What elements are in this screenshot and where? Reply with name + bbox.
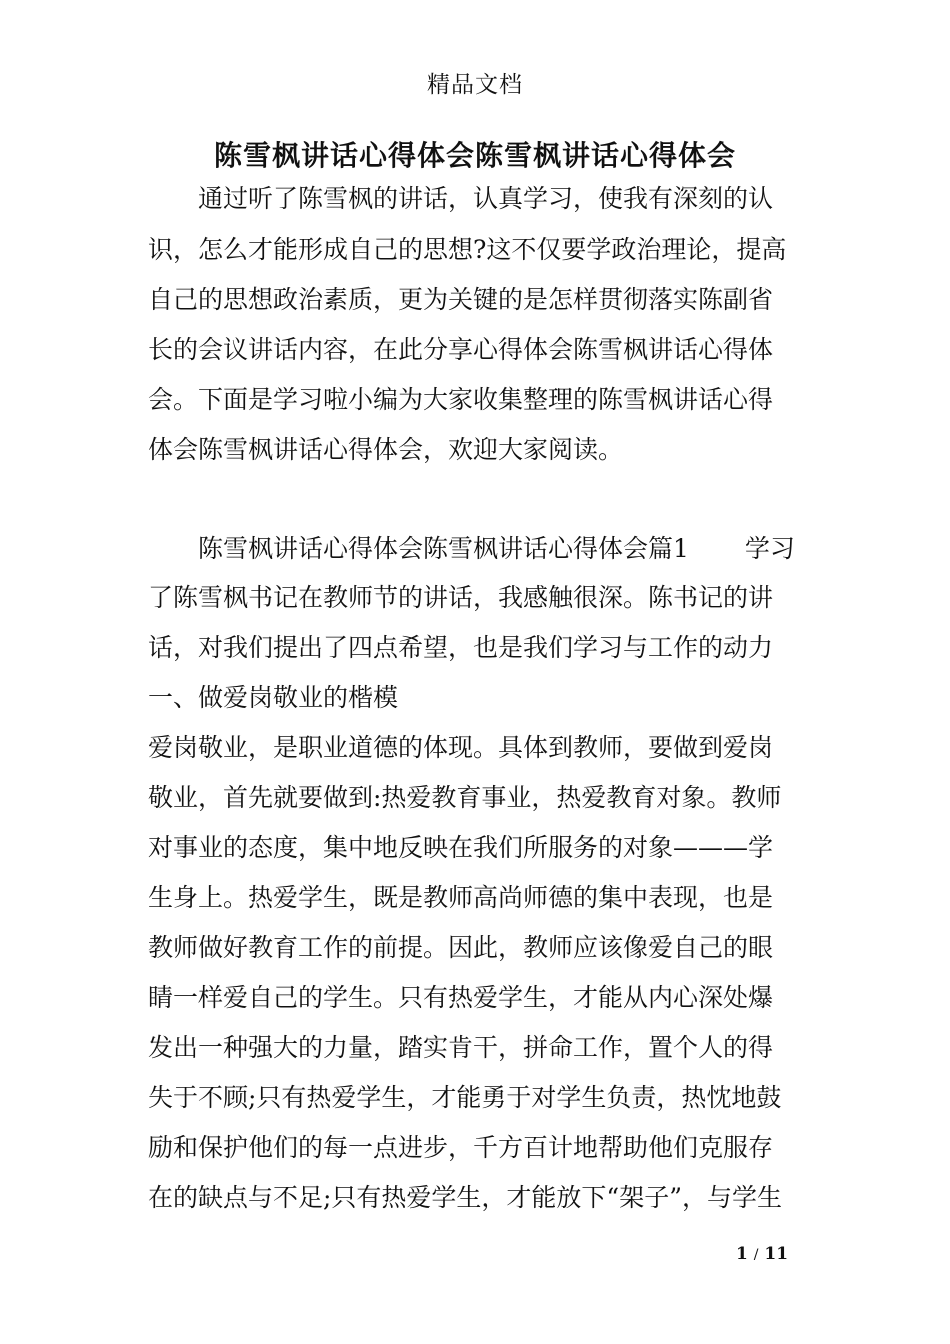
page-separator: /: [753, 1247, 759, 1263]
body-line: 发出一种强大的力量，踏实肯干，拼命工作，置个人的得: [148, 1033, 774, 1062]
page-header: 精品文档: [427, 72, 523, 98]
intro-line: 体会陈雪枫讲话心得体会，欢迎大家阅读。: [148, 435, 624, 464]
page-total: 11: [764, 1244, 789, 1264]
subheading: 一、做爱岗敬业的楷模: [148, 683, 399, 712]
body-line: 励和保护他们的每一点进步，千方百计地帮助他们克服存: [148, 1133, 774, 1162]
page-number: [736, 1244, 788, 1264]
body-line: 睛一样爱自己的学生。只有热爱学生，才能从内心深处爆: [148, 983, 774, 1012]
intro-line: 识，怎么才能形成自己的思想?这不仅要学政治理论，提高: [148, 235, 787, 264]
intro-line: 自己的思想政治素质，更为关键的是怎样贯彻落实陈副省: [148, 285, 774, 314]
body-line: 爱岗敬业，是职业道德的体现。具体到教师，要做到爱岗: [148, 733, 774, 762]
body-line: 生身上。热爱学生，既是教师高尚师德的集中表现，也是: [148, 883, 774, 912]
intro-line: 长的会议讲话内容，在此分享心得体会陈雪枫讲话心得体: [148, 335, 774, 364]
body-line: 了陈雪枫书记在教师节的讲话，我感触很深。陈书记的讲: [148, 583, 774, 612]
body-line: 教师做好教育工作的前提。因此，教师应该像爱自己的眼: [148, 933, 774, 962]
document-title: 陈雪枫讲话心得体会陈雪枫讲话心得体会: [213, 139, 736, 172]
section-heading: [198, 531, 808, 567]
section-title: 陈雪枫讲话心得体会陈雪枫讲话心得体会篇1: [198, 534, 689, 563]
section-continuation: 学习: [744, 534, 795, 563]
page-current: 1: [736, 1244, 748, 1264]
body-line: 敬业，首先就要做到:热爱教育事业，热爱教育对象。教师: [148, 783, 782, 812]
body-line: 失于不顾;只有热爱学生，才能勇于对学生负责，热忱地鼓: [148, 1083, 782, 1112]
intro-line: 通过听了陈雪枫的讲话，认真学习，使我有深刻的认: [198, 184, 774, 213]
body-line: 在的缺点与不足;只有热爱学生，才能放下“架子”，与学生: [148, 1183, 782, 1212]
body-line: 对事业的态度，集中地反映在我们所服务的对象———学: [148, 833, 774, 862]
body-line: 话，对我们提出了四点希望，也是我们学习与工作的动力: [148, 633, 774, 662]
intro-line: 会。下面是学习啦小编为大家收集整理的陈雪枫讲话心得: [148, 385, 774, 414]
